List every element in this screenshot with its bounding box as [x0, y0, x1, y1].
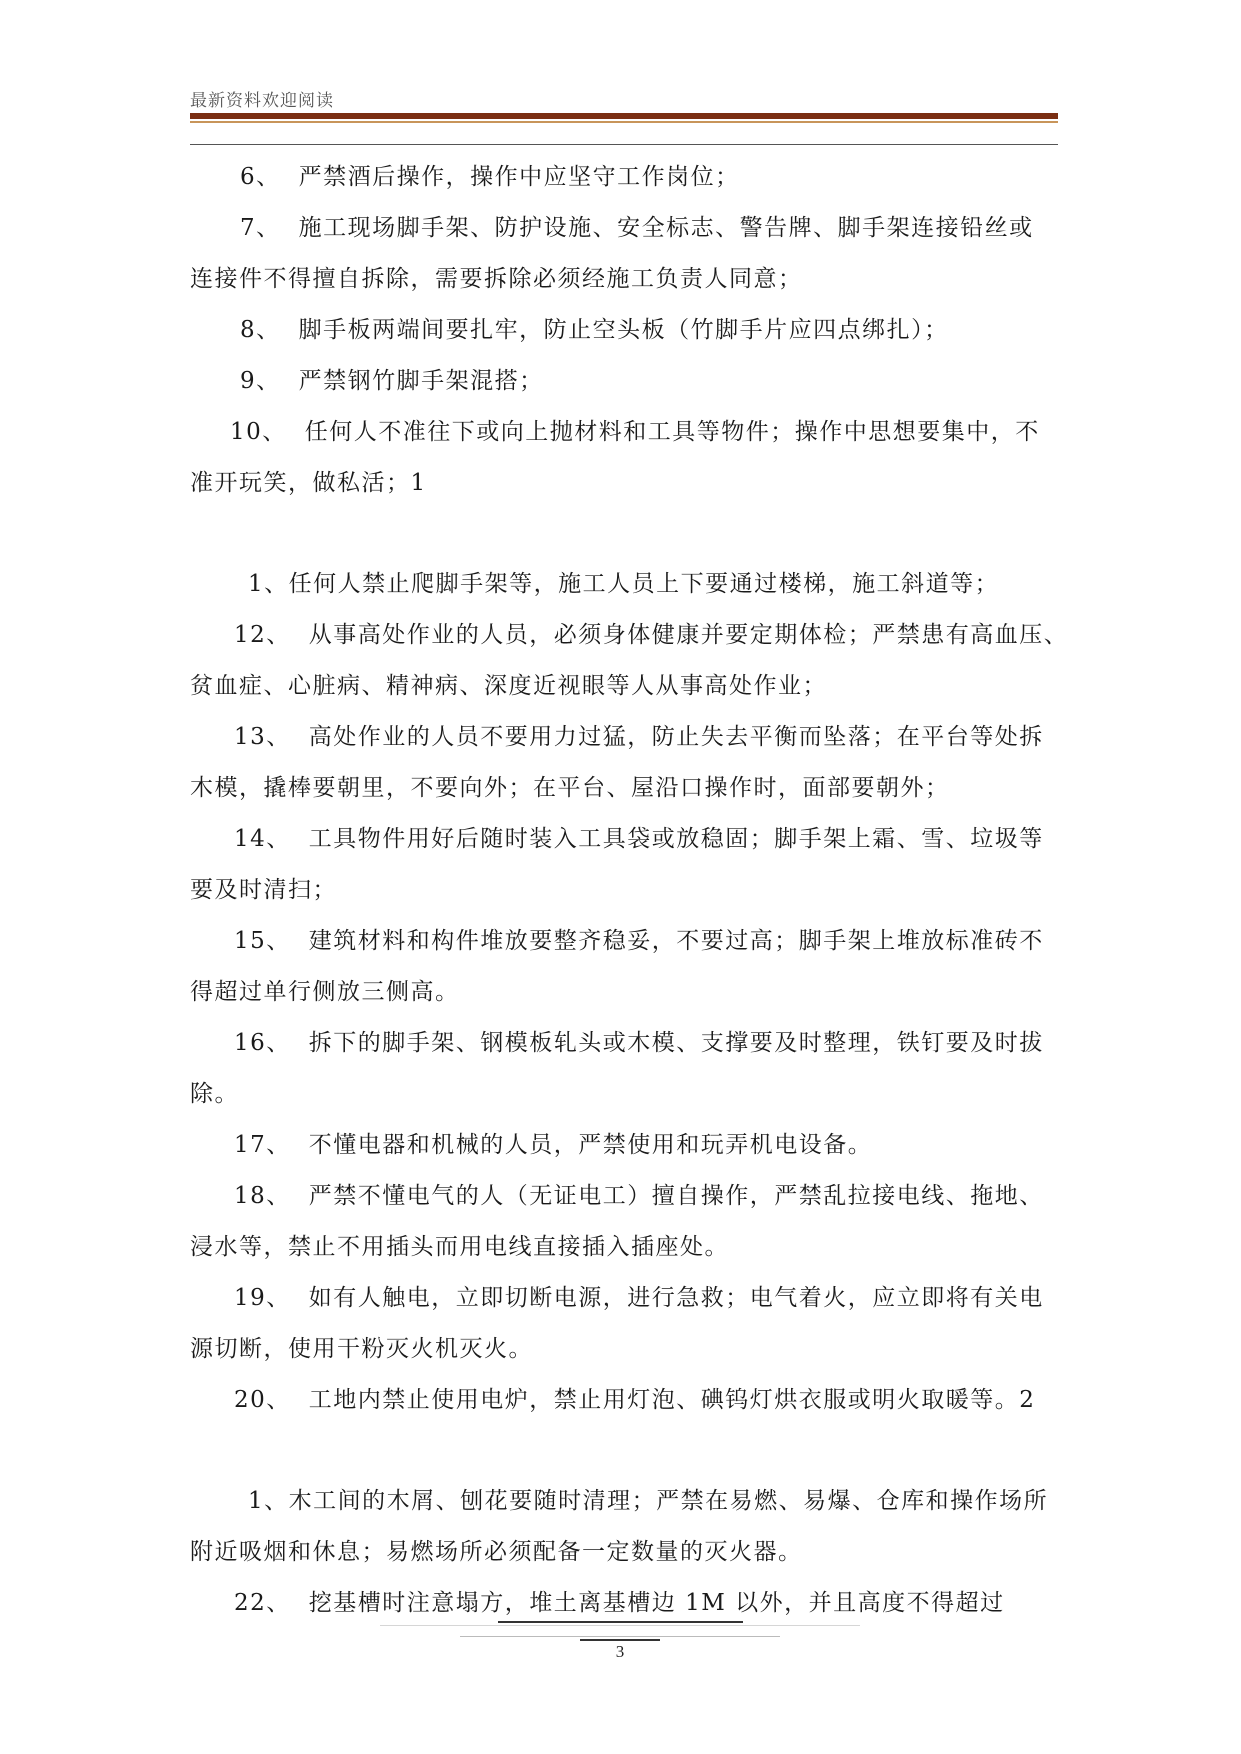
- paragraph-line: 14、 工具物件用好后随时装入工具袋或放稳固；脚手架上霜、雪、垃圾等: [234, 826, 1044, 852]
- item-number: 6、: [240, 164, 281, 190]
- paragraph-line: 16、 拆下的脚手架、钢模板轧头或木模、支撑要及时整理，铁钉要及时拔: [234, 1030, 1044, 1056]
- document-body: [190, 152, 1069, 1629]
- paragraph-line: 7、 施工现场脚手架、防护设施、安全标志、警告牌、脚手架连接铅丝或: [240, 215, 1034, 241]
- footer-rule-short: [580, 1639, 660, 1641]
- paragraph-line: 9、 严禁钢竹脚手架混搭；: [240, 368, 544, 394]
- paragraph-line: 19、 如有人触电，立即切断电源，进行急救；电气着火，应立即将有关电: [234, 1285, 1044, 1311]
- paragraph-line: 1、任何人禁止爬脚手架等，施工人员上下要通过楼梯，施工斜道等；: [248, 571, 1000, 597]
- paragraph-line: 12、 从事高处作业的人员，必须身体健康并要定期体检；严禁患有高血压、: [234, 622, 1069, 648]
- paragraph-line: 18、 严禁不懂电气的人（无证电工）擅自操作，严禁乱拉接电线、拖地、: [234, 1183, 1044, 1209]
- item-number: 13、: [234, 724, 291, 750]
- paragraph-line: 22、 挖基槽时注意塌方，堆土离基槽边 1M 以外，并且高度不得超过: [234, 1590, 1005, 1616]
- header-rule-accent: [190, 121, 1058, 123]
- footer-rule: [380, 1625, 860, 1626]
- item-number: 15、: [234, 928, 291, 954]
- paragraph-line: 1、木工间的木屑、刨花要随时清理；严禁在易燃、易爆、仓库和操作场所: [248, 1488, 1049, 1514]
- page-number: 3: [615, 1642, 625, 1661]
- paragraph-line: 准开玩笑，做私活；1: [190, 470, 427, 496]
- paragraph-line: 除。: [190, 1081, 239, 1107]
- paragraph-line: 得超过单行侧放三侧高。: [190, 979, 460, 1005]
- item-number: 18、: [234, 1183, 291, 1209]
- item-number: 12、: [234, 622, 291, 648]
- paragraph-line: 要及时清扫；: [190, 877, 337, 903]
- paragraph-line: 6、 严禁酒后操作，操作中应坚守工作岗位；: [240, 164, 740, 190]
- header-rule: [190, 113, 1058, 119]
- paragraph-line: 17、 不懂电器和机械的人员，严禁使用和玩弄机电设备。: [234, 1132, 873, 1158]
- paragraph-gap: [190, 509, 1062, 559]
- footer-rule-thin: [460, 1636, 780, 1637]
- paragraph-line: 8、 脚手板两端间要扎牢，防止空头板（竹脚手片应四点绑扎）；: [240, 317, 949, 343]
- item-number: 17、: [234, 1132, 291, 1158]
- item-number: 20、: [234, 1387, 291, 1413]
- paragraph-line: 20、 工地内禁止使用电炉，禁止用灯泡、碘钨灯烘衣服或明火取暖等。2: [234, 1387, 1036, 1413]
- item-number: 9、: [240, 368, 281, 394]
- item-number: 22、: [234, 1590, 291, 1616]
- header-rule-thin: [190, 144, 1058, 145]
- footer-rule-accent: [498, 1621, 743, 1623]
- paragraph-line: 源切断，使用干粉灭火机灭火。: [190, 1336, 533, 1362]
- item-number: 7、: [240, 215, 281, 241]
- item-number: 19、: [234, 1285, 291, 1311]
- item-number: 8、: [240, 317, 281, 343]
- item-number: 10、: [230, 419, 287, 445]
- paragraph-line: 10、 任何人不准往下或向上抛材料和工具等物件；操作中思想要集中，不: [230, 419, 1040, 445]
- paragraph-gap: [190, 1426, 1062, 1476]
- paragraph-line: 附近吸烟和休息；易燃场所必须配备一定数量的灭火器。: [190, 1539, 803, 1565]
- paragraph-line: 贫血症、心脏病、精神病、深度近视眼等人从事高处作业；: [190, 673, 827, 699]
- item-number: 16、: [234, 1030, 291, 1056]
- item-number: 14、: [234, 826, 291, 852]
- header-title: 最新资料欢迎阅读: [190, 91, 334, 111]
- paragraph-line: 木模，撬棒要朝里，不要向外；在平台、屋沿口操作时，面部要朝外；: [190, 775, 950, 801]
- paragraph-line: 15、 建筑材料和构件堆放要整齐稳妥，不要过高；脚手架上堆放标准砖不: [234, 928, 1044, 954]
- paragraph-line: 浸水等，禁止不用插头而用电线直接插入插座处。: [190, 1234, 729, 1260]
- paragraph-line: 13、 高处作业的人员不要用力过猛，防止失去平衡而坠落；在平台等处拆: [234, 724, 1044, 750]
- paragraph-line: 连接件不得擅自拆除，需要拆除必须经施工负责人同意；: [190, 266, 803, 292]
